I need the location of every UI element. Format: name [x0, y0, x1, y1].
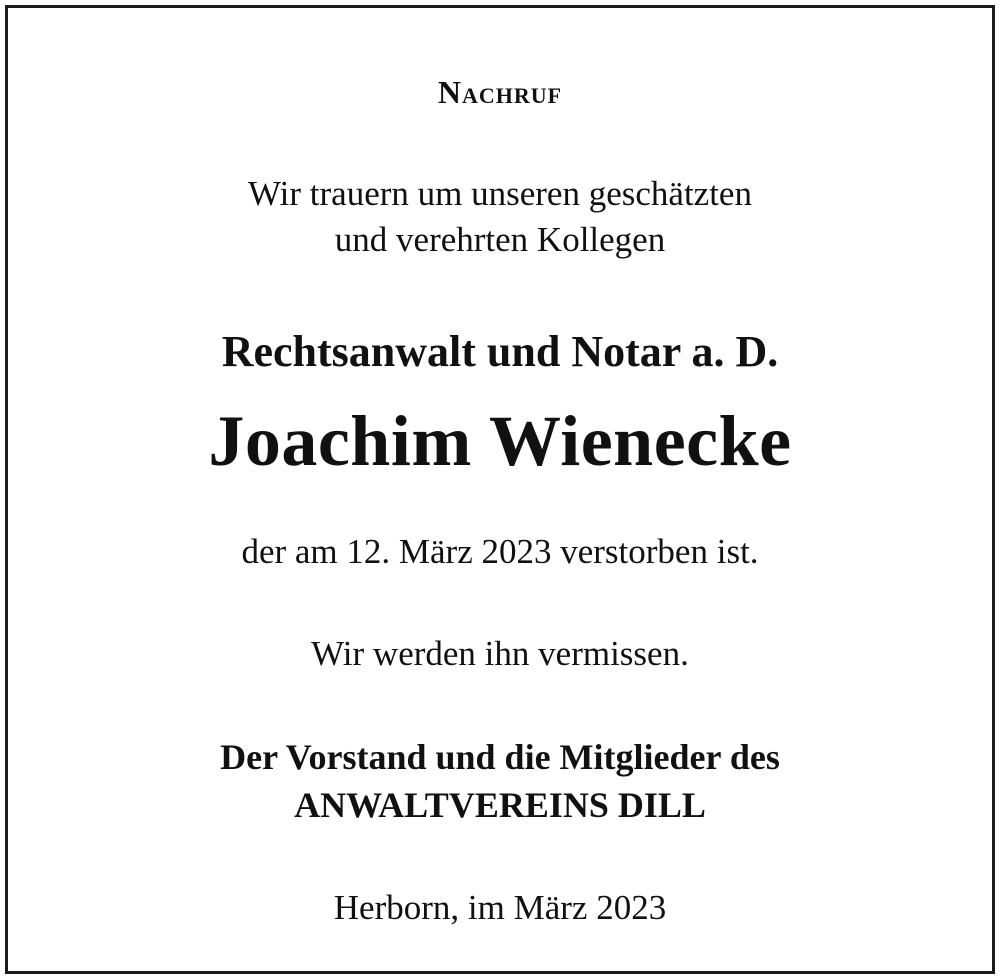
death-date-line: der am 12. März 2023 verstorben ist.	[241, 532, 759, 571]
intro-line-2: und verehrten Kollegen	[334, 220, 666, 259]
obituary-heading: Nachruf	[437, 74, 563, 110]
intro-line-1: Wir trauern um unseren geschätzten	[248, 174, 752, 213]
deceased-name: Joachim Wienecke	[208, 401, 792, 481]
place-and-date: Herborn, im März 2023	[333, 888, 667, 927]
obituary-frame	[5, 5, 995, 974]
farewell-line: Wir werden ihn vermissen.	[311, 634, 689, 673]
signature-line-1: Der Vorstand und die Mitglieder des	[220, 737, 780, 777]
signature-line-2: ANWALTVEREINS DILL	[294, 785, 706, 825]
professional-title: Rechtsanwalt und Notar a. D.	[221, 327, 779, 376]
obituary-content	[8, 8, 992, 971]
